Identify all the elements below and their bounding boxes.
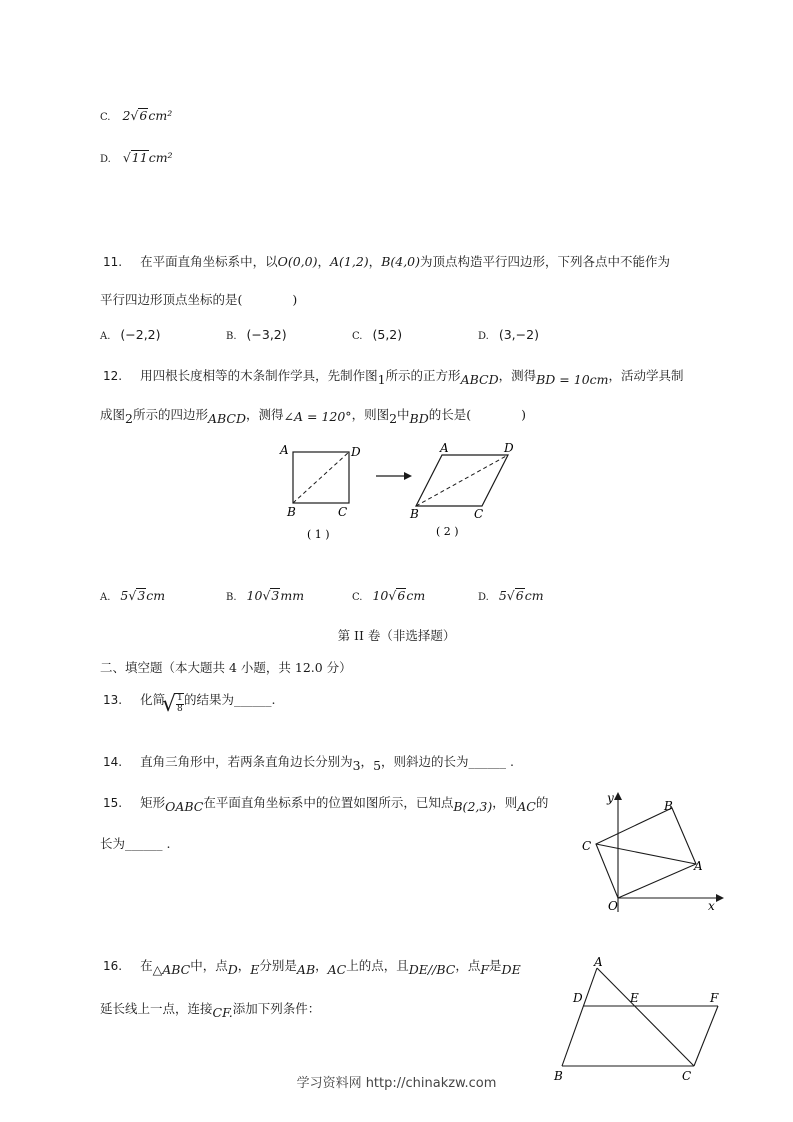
- label-a: A: [280, 443, 289, 457]
- leg-b: 5: [373, 758, 382, 773]
- point-b: B(2,3): [453, 799, 493, 814]
- label-o: O: [608, 899, 618, 913]
- coef: 5: [120, 588, 129, 603]
- triangle-name: △ABC: [152, 962, 191, 977]
- segment-ab: AB: [296, 962, 316, 977]
- coef: 5: [498, 588, 507, 603]
- fig-ref: 2: [389, 411, 398, 426]
- q12-text: 中: [397, 407, 410, 422]
- q16-text: 是: [489, 958, 502, 973]
- q11-line1: [103, 252, 670, 270]
- sep: ，: [360, 754, 374, 769]
- segment-cf: CF.: [212, 1005, 233, 1020]
- q12-option-d: D. 5√6cm: [478, 588, 544, 603]
- option-value: (−3,2): [246, 327, 287, 342]
- q15-figure: [574, 788, 724, 916]
- q16-text: 延长线上一点，连接: [100, 1001, 213, 1016]
- q12-text: ，测得: [498, 368, 537, 383]
- unit: cm: [524, 588, 544, 603]
- option-label: B.: [226, 331, 237, 342]
- question-number: 12.: [103, 369, 123, 383]
- label-b: B: [554, 1069, 563, 1083]
- coef: 10: [372, 588, 389, 603]
- option-value: (−2,2): [120, 327, 161, 342]
- segment-de: DE: [501, 962, 521, 977]
- point-d: D: [227, 962, 238, 977]
- label-c: C: [582, 839, 592, 853]
- rect-name: OABC: [165, 799, 204, 814]
- q10-option-c: C. 2√6cm²: [100, 108, 173, 123]
- label-b: B: [410, 507, 419, 521]
- question-number: 15.: [103, 796, 123, 810]
- option-label: D.: [478, 592, 489, 603]
- q11-option-a: [100, 327, 161, 342]
- q15-text: 的: [535, 795, 549, 810]
- q12-line1: [103, 366, 684, 387]
- footer-watermark: 学习资料网 http://chinakzw.com: [296, 1076, 497, 1091]
- label-a: A: [440, 441, 449, 455]
- q14-text: ，则斜边的长为______ .: [381, 754, 514, 769]
- sep: ，: [315, 958, 328, 973]
- quad-name: ABCD: [207, 411, 247, 426]
- x-arrow-icon: [716, 894, 724, 902]
- leg-a: 3: [352, 758, 361, 773]
- label-b: B: [287, 505, 296, 519]
- option-label: D.: [478, 331, 489, 342]
- q12-text: ，则图: [351, 407, 390, 422]
- sep: ，: [237, 958, 251, 973]
- unit: mm: [280, 588, 305, 603]
- question-number: 16.: [103, 959, 123, 973]
- q12-text: 用四根长度相等的木条制作学具，先制作图: [140, 368, 378, 383]
- q15-line2: 长为______ .: [100, 836, 171, 851]
- sqrt-fraction: [162, 690, 184, 716]
- q11-text: 在平面直角坐标系中，以: [140, 254, 278, 269]
- radicand: 6: [139, 108, 148, 123]
- segment-ac: AC: [327, 962, 347, 977]
- unit: cm: [146, 588, 166, 603]
- q10-option-d: D. √11cm²: [100, 150, 173, 165]
- q12-figure: [270, 438, 540, 546]
- radicand: 6: [515, 588, 524, 603]
- q16-line2: [100, 999, 321, 1020]
- q12-option-a: A. 5√3cm: [100, 588, 166, 603]
- option-label: A.: [100, 592, 111, 603]
- label-c: C: [682, 1069, 692, 1083]
- q12-option-c: C. 10√6cm: [352, 588, 426, 603]
- label-b: B: [664, 799, 673, 813]
- label-c: C: [474, 507, 484, 521]
- question-number: 13.: [103, 693, 123, 707]
- q13-text-end: 的结果为______.: [184, 692, 276, 707]
- q13-line: [103, 690, 165, 708]
- q12-text: 所示的正方形: [385, 368, 461, 383]
- y-arrow-icon: [614, 792, 622, 800]
- q11-text: 为顶点构造平行四边形，下列各点中不能作为: [420, 254, 671, 269]
- part-heading: 二、填空题（本大题共 4 小题，共 12.0 分）: [100, 660, 352, 675]
- diagonal-bd: [293, 452, 349, 503]
- option-label: C.: [352, 592, 363, 603]
- quad-name: ABCD: [460, 372, 499, 387]
- label-y: y: [607, 791, 614, 805]
- q11-option-c: [352, 327, 402, 342]
- q15-text: ，则: [492, 795, 518, 810]
- label-c: C: [338, 505, 348, 519]
- question-number: 14.: [103, 755, 123, 769]
- question-number: 11.: [103, 255, 123, 269]
- sep: ，: [368, 254, 382, 269]
- option-value: (3,−2): [498, 327, 539, 342]
- segment-ac: AC: [517, 799, 536, 814]
- q16-text: 在: [140, 958, 153, 973]
- option-label: A.: [100, 331, 111, 342]
- q15-text: 在平面直角坐标系中的位置如图所示，已知点: [203, 795, 454, 810]
- q11-line2: 平行四边形顶点坐标的是( ): [100, 292, 298, 307]
- label-f: F: [710, 991, 719, 1005]
- q16-text: 添加下列条件：: [232, 1001, 321, 1016]
- coef: 10: [246, 588, 263, 603]
- q11-option-d: [478, 327, 539, 342]
- q12-text: 成图: [100, 407, 126, 422]
- point-e: E: [250, 962, 260, 977]
- point-f: F: [480, 962, 490, 977]
- option-label: B.: [226, 592, 237, 603]
- point-a: A(1,2): [330, 254, 369, 269]
- q15-text: 矩形: [140, 795, 166, 810]
- q12-line2: [100, 405, 527, 426]
- q14-text: 直角三角形中，若两条直角边长分别为: [140, 754, 353, 769]
- q12-text: 的长是( ): [428, 407, 527, 422]
- sqrt-icon: √: [162, 692, 177, 717]
- caption-2: ( 2 ): [436, 525, 459, 538]
- option-value: (5,2): [372, 327, 403, 342]
- option-label: C.: [100, 112, 111, 123]
- fraction-denominator: 8: [177, 703, 183, 714]
- bd-length: BD = 10cm: [536, 372, 609, 387]
- section-title: 第 II 卷（非选择题）: [337, 628, 456, 643]
- label-a: A: [594, 955, 603, 969]
- q16-text: 中，点: [190, 958, 228, 973]
- q11-option-b: [226, 327, 287, 342]
- fig-ref: 2: [125, 411, 133, 426]
- coef: 2: [122, 108, 131, 123]
- fraction: [176, 693, 184, 714]
- q15-line1: [103, 793, 549, 814]
- segment-ac: [596, 844, 696, 864]
- q14-line: [103, 752, 514, 773]
- q12-text: ，活动学具制: [608, 368, 684, 383]
- q16-figure: [548, 954, 728, 1084]
- label-x: x: [708, 899, 715, 913]
- label-d: D: [504, 441, 514, 455]
- q12-text: 所示的四边形: [132, 407, 208, 422]
- q16-text: ，点: [455, 958, 481, 973]
- fraction-numerator: 1: [177, 693, 183, 704]
- segment-ab: [562, 968, 597, 1066]
- arrow-head-icon: [404, 472, 412, 480]
- radicand: 3: [137, 588, 146, 603]
- q12-text: ，测得: [246, 407, 284, 422]
- segment: BD: [409, 411, 429, 426]
- parallel-relation: DE//BC: [408, 962, 456, 977]
- point-b: B(4,0): [381, 254, 421, 269]
- sep: ，: [317, 254, 330, 269]
- q12-option-b: B. 10√3mm: [226, 588, 305, 603]
- label-d: D: [573, 991, 583, 1005]
- label-d: D: [351, 445, 361, 459]
- unit: cm²: [148, 108, 173, 123]
- fig-ref: 1: [377, 372, 386, 387]
- label-e: E: [630, 991, 639, 1005]
- segment-cf: [694, 1006, 718, 1066]
- radicand: 11: [131, 150, 148, 165]
- q16-text: 上的点，且: [346, 958, 409, 973]
- option-label: D.: [100, 154, 111, 165]
- point-o: O(0,0): [277, 254, 318, 269]
- diagonal-bd: [416, 455, 508, 506]
- angle-value: ∠A = 120°: [283, 409, 352, 424]
- radicand: 3: [271, 588, 280, 603]
- radicand: 6: [397, 588, 406, 603]
- label-a: A: [694, 859, 703, 873]
- option-label: C.: [352, 331, 363, 342]
- segment-ac: [597, 968, 694, 1066]
- rect-oabc: [596, 808, 696, 898]
- q13-text: 化简: [140, 692, 166, 707]
- unit: cm: [406, 588, 426, 603]
- caption-1: ( 1 ): [307, 528, 330, 541]
- q16-line1: [103, 956, 521, 977]
- unit: cm²: [148, 150, 173, 165]
- q16-text: 分别是: [259, 958, 297, 973]
